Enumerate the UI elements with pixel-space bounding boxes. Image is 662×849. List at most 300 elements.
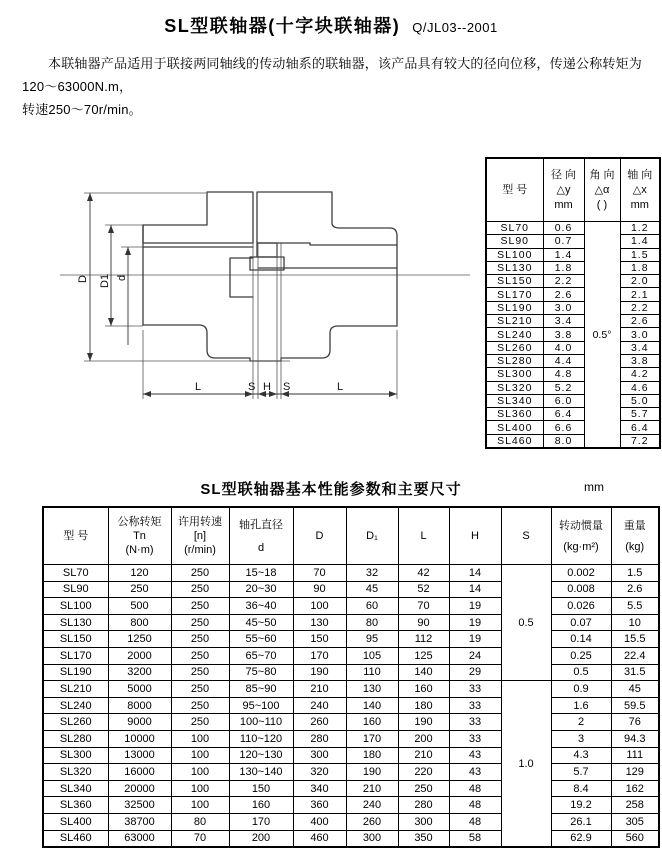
main-cell-L: 350 bbox=[398, 830, 449, 847]
main-cell-bore: 160 bbox=[229, 797, 293, 814]
main-cell-torque: 250 bbox=[108, 581, 171, 598]
main-cell-H: 33 bbox=[449, 730, 501, 747]
main-cell-speed: 80 bbox=[171, 813, 229, 830]
description-line-1: 本联轴器产品适用于联接两同轴线的传动轴系的联轴器，该产品具有较大的径向位移，传递公称转矩为120～63000N.m， bbox=[22, 56, 643, 94]
mis-header-radial: 径 向 △y mm bbox=[543, 158, 584, 222]
main-cell-inertia: 5.7 bbox=[551, 764, 611, 781]
main-cell-L: 140 bbox=[398, 664, 449, 681]
mis-header-angular: 角 向 △α ( ) bbox=[584, 158, 620, 222]
main-cell-torque: 2000 bbox=[108, 647, 171, 664]
main-cell-H: 48 bbox=[449, 797, 501, 814]
main-cell-speed: 100 bbox=[171, 730, 229, 747]
main-cell-H: 43 bbox=[449, 747, 501, 764]
mis-cell-radial: 6.0 bbox=[543, 394, 584, 407]
main-header-speed: 许用转速 [n] (r/min) bbox=[171, 507, 229, 565]
dim-label-L-left: L bbox=[195, 381, 202, 393]
main-cell-D1: 240 bbox=[346, 797, 398, 814]
misalignment-row bbox=[486, 434, 660, 448]
main-cell-H: 33 bbox=[449, 714, 501, 731]
main-cell-H: 29 bbox=[449, 664, 501, 681]
main-table bbox=[42, 506, 660, 848]
mis-cell-radial: 2.6 bbox=[543, 288, 584, 301]
technical-drawing bbox=[55, 150, 485, 412]
mis-cell-radial: 4.4 bbox=[543, 354, 584, 367]
main-cell-bore: 15~18 bbox=[229, 565, 293, 582]
mis-cell-radial: 3.4 bbox=[543, 315, 584, 328]
main-cell-torque: 32500 bbox=[108, 797, 171, 814]
main-cell-D1: 95 bbox=[346, 631, 398, 648]
mis-cell-model: SL240 bbox=[486, 328, 543, 341]
main-cell-weight: 305 bbox=[611, 813, 659, 830]
main-cell-D: 240 bbox=[293, 697, 346, 714]
main-cell-weight: 258 bbox=[611, 797, 659, 814]
dim-label-D1: D1 bbox=[99, 273, 111, 288]
mis-cell-model: SL130 bbox=[486, 261, 543, 274]
mis-cell-model: SL320 bbox=[486, 381, 543, 394]
main-cell-D1: 190 bbox=[346, 764, 398, 781]
main-cell-inertia: 8.4 bbox=[551, 780, 611, 797]
mis-cell-axial: 1.4 bbox=[620, 235, 660, 248]
main-cell-L: 250 bbox=[398, 780, 449, 797]
main-cell-D1: 60 bbox=[346, 598, 398, 615]
main-cell-torque: 13000 bbox=[108, 747, 171, 764]
main-cell-inertia: 4.3 bbox=[551, 747, 611, 764]
main-cell-model: SL130 bbox=[43, 614, 108, 631]
main-table-header bbox=[43, 507, 659, 565]
main-cell-speed: 100 bbox=[171, 797, 229, 814]
main-cell-speed: 250 bbox=[171, 614, 229, 631]
mis-cell-model: SL400 bbox=[486, 421, 543, 434]
main-cell-D: 90 bbox=[293, 581, 346, 598]
main-cell-model: SL280 bbox=[43, 730, 108, 747]
mis-cell-axial: 1.5 bbox=[620, 248, 660, 261]
main-cell-D: 260 bbox=[293, 714, 346, 731]
mis-cell-model: SL280 bbox=[486, 354, 543, 367]
main-cell-torque: 16000 bbox=[108, 764, 171, 781]
dim-label-S-left: S bbox=[248, 381, 256, 393]
misalignment-row bbox=[486, 368, 660, 381]
mis-cell-model: SL150 bbox=[486, 275, 543, 288]
main-cell-D: 340 bbox=[293, 780, 346, 797]
main-table-row bbox=[43, 780, 659, 797]
main-cell-inertia: 0.07 bbox=[551, 614, 611, 631]
mis-cell-axial: 1.8 bbox=[620, 261, 660, 274]
main-cell-torque: 20000 bbox=[108, 780, 171, 797]
main-cell-weight: 111 bbox=[611, 747, 659, 764]
main-header-D1: D₁ bbox=[346, 507, 398, 565]
main-cell-L: 210 bbox=[398, 747, 449, 764]
main-table-row bbox=[43, 747, 659, 764]
main-cell-speed: 250 bbox=[171, 664, 229, 681]
main-cell-D1: 210 bbox=[346, 780, 398, 797]
dim-label-d: d bbox=[116, 274, 128, 281]
mis-cell-axial: 2.2 bbox=[620, 301, 660, 314]
main-cell-D: 320 bbox=[293, 764, 346, 781]
misalignment-row bbox=[486, 328, 660, 341]
mis-cell-axial: 7.2 bbox=[620, 434, 660, 448]
main-cell-D: 130 bbox=[293, 614, 346, 631]
mis-cell-axial: 4.2 bbox=[620, 368, 660, 381]
main-cell-H: 14 bbox=[449, 565, 501, 582]
main-cell-L: 52 bbox=[398, 581, 449, 598]
main-cell-torque: 800 bbox=[108, 614, 171, 631]
main-cell-H: 33 bbox=[449, 697, 501, 714]
misalignment-row bbox=[486, 301, 660, 314]
main-cell-D1: 110 bbox=[346, 664, 398, 681]
main-cell-weight: 94.3 bbox=[611, 730, 659, 747]
main-cell-torque: 8000 bbox=[108, 697, 171, 714]
cross-block-section bbox=[257, 243, 277, 257]
misalignment-row bbox=[486, 261, 660, 274]
main-table-row bbox=[43, 647, 659, 664]
main-header-D: D bbox=[293, 507, 346, 565]
main-cell-model: SL260 bbox=[43, 714, 108, 731]
main-cell-D1: 160 bbox=[346, 714, 398, 731]
main-table-row bbox=[43, 664, 659, 681]
mis-cell-radial: 1.8 bbox=[543, 261, 584, 274]
mis-cell-radial: 1.4 bbox=[543, 248, 584, 261]
mis-cell-axial: 2.6 bbox=[620, 315, 660, 328]
main-cell-bore: 120~130 bbox=[229, 747, 293, 764]
main-cell-D1: 170 bbox=[346, 730, 398, 747]
main-cell-inertia: 1.6 bbox=[551, 697, 611, 714]
main-cell-speed: 250 bbox=[171, 647, 229, 664]
main-cell-model: SL300 bbox=[43, 747, 108, 764]
main-cell-torque: 120 bbox=[108, 565, 171, 582]
main-cell-bore: 110~120 bbox=[229, 730, 293, 747]
mis-cell-axial: 3.4 bbox=[620, 341, 660, 354]
main-table-row bbox=[43, 830, 659, 847]
mis-cell-axial: 1.2 bbox=[620, 222, 660, 235]
main-cell-torque: 63000 bbox=[108, 830, 171, 847]
main-cell-speed: 250 bbox=[171, 598, 229, 615]
main-cell-bore: 150 bbox=[229, 780, 293, 797]
main-cell-weight: 15.5 bbox=[611, 631, 659, 648]
mis-cell-axial: 5.0 bbox=[620, 394, 660, 407]
main-cell-D1: 130 bbox=[346, 681, 398, 698]
mis-cell-radial: 2.2 bbox=[543, 275, 584, 288]
standard-number: Q/JL03--2001 bbox=[412, 20, 498, 35]
page-title: SL型联轴器(十字块联轴器) bbox=[164, 16, 401, 36]
main-cell-bore: 36~40 bbox=[229, 598, 293, 615]
main-cell-S: 1.0 bbox=[501, 681, 551, 847]
main-cell-torque: 500 bbox=[108, 598, 171, 615]
main-cell-D: 150 bbox=[293, 631, 346, 648]
mis-cell-model: SL90 bbox=[486, 235, 543, 248]
main-cell-bore: 75~80 bbox=[229, 664, 293, 681]
main-cell-D: 460 bbox=[293, 830, 346, 847]
main-cell-weight: 1.5 bbox=[611, 565, 659, 582]
main-cell-D: 400 bbox=[293, 813, 346, 830]
misalignment-row bbox=[486, 275, 660, 288]
main-cell-D: 100 bbox=[293, 598, 346, 615]
main-cell-model: SL240 bbox=[43, 697, 108, 714]
main-cell-model: SL360 bbox=[43, 797, 108, 814]
main-cell-inertia: 0.5 bbox=[551, 664, 611, 681]
main-header-weight: 重量 (kg) bbox=[611, 507, 659, 565]
main-cell-D: 190 bbox=[293, 664, 346, 681]
main-table-row bbox=[43, 730, 659, 747]
main-header-L: L bbox=[398, 507, 449, 565]
main-table-row bbox=[43, 598, 659, 615]
main-cell-inertia: 0.25 bbox=[551, 647, 611, 664]
main-cell-L: 200 bbox=[398, 730, 449, 747]
main-header-H: H bbox=[449, 507, 501, 565]
main-cell-weight: 162 bbox=[611, 780, 659, 797]
main-cell-L: 220 bbox=[398, 764, 449, 781]
mis-cell-axial: 2.0 bbox=[620, 275, 660, 288]
misalignment-row bbox=[486, 315, 660, 328]
main-cell-speed: 250 bbox=[171, 565, 229, 582]
mis-cell-model: SL340 bbox=[486, 394, 543, 407]
main-cell-bore: 20~30 bbox=[229, 581, 293, 598]
main-cell-L: 112 bbox=[398, 631, 449, 648]
main-cell-D: 280 bbox=[293, 730, 346, 747]
main-cell-bore: 45~50 bbox=[229, 614, 293, 631]
main-cell-weight: 129 bbox=[611, 764, 659, 781]
main-table-row bbox=[43, 764, 659, 781]
main-cell-weight: 22.4 bbox=[611, 647, 659, 664]
dim-label-L-right: L bbox=[337, 381, 344, 393]
main-cell-D: 300 bbox=[293, 747, 346, 764]
mis-cell-axial: 4.6 bbox=[620, 381, 660, 394]
mis-header-axial: 轴 向 △x mm bbox=[620, 158, 660, 222]
main-cell-bore: 95~100 bbox=[229, 697, 293, 714]
mis-cell-model: SL70 bbox=[486, 222, 543, 235]
main-cell-speed: 100 bbox=[171, 764, 229, 781]
mis-cell-angular: 0.5° bbox=[584, 222, 620, 449]
main-cell-weight: 31.5 bbox=[611, 664, 659, 681]
dim-label-D: D bbox=[77, 275, 89, 283]
mis-cell-model: SL460 bbox=[486, 434, 543, 448]
main-cell-model: SL90 bbox=[43, 581, 108, 598]
main-header-inertia: 转动惯量 (kg·m²) bbox=[551, 507, 611, 565]
main-cell-weight: 76 bbox=[611, 714, 659, 731]
lower-outline bbox=[143, 325, 397, 361]
main-cell-model: SL100 bbox=[43, 598, 108, 615]
main-cell-L: 280 bbox=[398, 797, 449, 814]
main-cell-model: SL190 bbox=[43, 664, 108, 681]
misalignment-row bbox=[486, 288, 660, 301]
main-cell-model: SL170 bbox=[43, 647, 108, 664]
mis-cell-model: SL190 bbox=[486, 301, 543, 314]
misalignment-row bbox=[486, 421, 660, 434]
misalignment-table bbox=[485, 157, 661, 449]
main-cell-inertia: 2 bbox=[551, 714, 611, 731]
main-cell-L: 42 bbox=[398, 565, 449, 582]
main-table-row bbox=[43, 565, 659, 582]
mis-cell-radial: 8.0 bbox=[543, 434, 584, 448]
mis-cell-model: SL360 bbox=[486, 408, 543, 421]
main-cell-inertia: 0.026 bbox=[551, 598, 611, 615]
main-cell-weight: 45 bbox=[611, 681, 659, 698]
main-cell-D1: 140 bbox=[346, 697, 398, 714]
mis-cell-radial: 4.0 bbox=[543, 341, 584, 354]
main-cell-speed: 250 bbox=[171, 697, 229, 714]
mis-cell-radial: 0.7 bbox=[543, 235, 584, 248]
main-cell-bore: 55~60 bbox=[229, 631, 293, 648]
main-cell-weight: 2.6 bbox=[611, 581, 659, 598]
main-cell-D: 360 bbox=[293, 797, 346, 814]
main-cell-weight: 5.5 bbox=[611, 598, 659, 615]
main-cell-D1: 300 bbox=[346, 830, 398, 847]
main-cell-speed: 100 bbox=[171, 747, 229, 764]
main-cell-L: 180 bbox=[398, 697, 449, 714]
misalignment-row bbox=[486, 248, 660, 261]
main-table-row bbox=[43, 681, 659, 698]
main-cell-model: SL340 bbox=[43, 780, 108, 797]
misalignment-row bbox=[486, 235, 660, 248]
main-cell-inertia: 26.1 bbox=[551, 813, 611, 830]
mis-cell-radial: 5.2 bbox=[543, 381, 584, 394]
main-cell-H: 43 bbox=[449, 764, 501, 781]
mis-cell-axial: 6.4 bbox=[620, 421, 660, 434]
main-cell-bore: 170 bbox=[229, 813, 293, 830]
misalignment-row bbox=[486, 394, 660, 407]
mis-cell-axial: 5.7 bbox=[620, 408, 660, 421]
main-cell-torque: 5000 bbox=[108, 681, 171, 698]
main-cell-L: 160 bbox=[398, 681, 449, 698]
main-cell-model: SL150 bbox=[43, 631, 108, 648]
main-header-bore: 轴孔直径 d bbox=[229, 507, 293, 565]
main-cell-inertia: 0.008 bbox=[551, 581, 611, 598]
main-table-row bbox=[43, 614, 659, 631]
main-cell-L: 125 bbox=[398, 647, 449, 664]
mis-cell-model: SL300 bbox=[486, 368, 543, 381]
mis-cell-radial: 4.8 bbox=[543, 368, 584, 381]
main-header-S: S bbox=[501, 507, 551, 565]
left-hub-section bbox=[143, 192, 253, 243]
main-cell-H: 33 bbox=[449, 681, 501, 698]
main-header-torque: 公称转矩 Tn (N·m) bbox=[108, 507, 171, 565]
main-cell-H: 48 bbox=[449, 780, 501, 797]
main-header-model: 型 号 bbox=[43, 507, 108, 565]
main-cell-torque: 9000 bbox=[108, 714, 171, 731]
main-cell-speed: 250 bbox=[171, 581, 229, 598]
dim-label-S-right: S bbox=[283, 381, 291, 393]
mis-cell-model: SL100 bbox=[486, 248, 543, 261]
main-cell-S: 0.5 bbox=[501, 565, 551, 681]
description-line-2: 转速250～70r/min。 bbox=[22, 102, 142, 117]
main-cell-D1: 180 bbox=[346, 747, 398, 764]
mis-cell-axial: 3.0 bbox=[620, 328, 660, 341]
main-cell-L: 190 bbox=[398, 714, 449, 731]
mis-cell-model: SL210 bbox=[486, 315, 543, 328]
main-cell-model: SL70 bbox=[43, 565, 108, 582]
main-table-row bbox=[43, 813, 659, 830]
misalignment-table-body bbox=[486, 222, 660, 449]
main-cell-D: 170 bbox=[293, 647, 346, 664]
main-cell-D: 70 bbox=[293, 565, 346, 582]
main-cell-model: SL320 bbox=[43, 764, 108, 781]
main-cell-H: 19 bbox=[449, 631, 501, 648]
mis-header-model: 型 号 bbox=[486, 158, 543, 222]
main-cell-bore: 100~110 bbox=[229, 714, 293, 731]
unit-label: mm bbox=[584, 480, 604, 494]
misalignment-row bbox=[486, 408, 660, 421]
mis-cell-model: SL170 bbox=[486, 288, 543, 301]
main-cell-torque: 38700 bbox=[108, 813, 171, 830]
mis-cell-model: SL260 bbox=[486, 341, 543, 354]
main-cell-model: SL460 bbox=[43, 830, 108, 847]
main-cell-D: 210 bbox=[293, 681, 346, 698]
misalignment-row bbox=[486, 354, 660, 367]
misalignment-row bbox=[486, 222, 660, 235]
main-cell-speed: 250 bbox=[171, 631, 229, 648]
mis-cell-radial: 6.4 bbox=[543, 408, 584, 421]
main-cell-D1: 80 bbox=[346, 614, 398, 631]
main-cell-bore: 200 bbox=[229, 830, 293, 847]
main-cell-weight: 560 bbox=[611, 830, 659, 847]
misalignment-row bbox=[486, 341, 660, 354]
mis-cell-radial: 0.6 bbox=[543, 222, 584, 235]
mis-cell-radial: 3.0 bbox=[543, 301, 584, 314]
main-cell-speed: 250 bbox=[171, 714, 229, 731]
main-cell-speed: 100 bbox=[171, 780, 229, 797]
main-cell-bore: 85~90 bbox=[229, 681, 293, 698]
main-cell-D1: 260 bbox=[346, 813, 398, 830]
main-cell-H: 58 bbox=[449, 830, 501, 847]
main-cell-H: 24 bbox=[449, 647, 501, 664]
main-cell-L: 70 bbox=[398, 598, 449, 615]
main-cell-H: 19 bbox=[449, 598, 501, 615]
main-cell-inertia: 0.9 bbox=[551, 681, 611, 698]
main-cell-D1: 32 bbox=[346, 565, 398, 582]
main-cell-speed: 70 bbox=[171, 830, 229, 847]
title-row bbox=[0, 12, 662, 38]
main-cell-D1: 105 bbox=[346, 647, 398, 664]
main-table-row bbox=[43, 697, 659, 714]
main-table-row bbox=[43, 631, 659, 648]
mis-cell-radial: 3.8 bbox=[543, 328, 584, 341]
misalignment-row bbox=[486, 381, 660, 394]
main-table-title: SL型联轴器基本性能参数和主要尺寸 bbox=[200, 481, 462, 498]
main-cell-inertia: 0.002 bbox=[551, 565, 611, 582]
main-cell-torque: 3200 bbox=[108, 664, 171, 681]
main-cell-weight: 10 bbox=[611, 614, 659, 631]
main-cell-torque: 10000 bbox=[108, 730, 171, 747]
main-cell-model: SL210 bbox=[43, 681, 108, 698]
main-cell-bore: 130~140 bbox=[229, 764, 293, 781]
description bbox=[22, 52, 656, 121]
main-cell-D1: 45 bbox=[346, 581, 398, 598]
main-cell-weight: 59.5 bbox=[611, 697, 659, 714]
main-cell-L: 90 bbox=[398, 614, 449, 631]
main-cell-bore: 65~70 bbox=[229, 647, 293, 664]
mis-cell-axial: 3.8 bbox=[620, 354, 660, 367]
main-cell-H: 14 bbox=[449, 581, 501, 598]
main-cell-inertia: 62.9 bbox=[551, 830, 611, 847]
main-cell-L: 300 bbox=[398, 813, 449, 830]
main-cell-inertia: 19.2 bbox=[551, 797, 611, 814]
main-cell-H: 19 bbox=[449, 614, 501, 631]
main-cell-speed: 250 bbox=[171, 681, 229, 698]
main-table-row bbox=[43, 797, 659, 814]
mis-cell-axial: 2.1 bbox=[620, 288, 660, 301]
main-cell-torque: 1250 bbox=[108, 631, 171, 648]
misalignment-table-header bbox=[486, 158, 660, 222]
main-table-row bbox=[43, 714, 659, 731]
main-cell-H: 48 bbox=[449, 813, 501, 830]
main-cell-inertia: 0.14 bbox=[551, 631, 611, 648]
dim-label-H: H bbox=[263, 381, 271, 393]
main-cell-model: SL400 bbox=[43, 813, 108, 830]
main-cell-inertia: 3 bbox=[551, 730, 611, 747]
main-table-row bbox=[43, 581, 659, 598]
main-table-body bbox=[43, 565, 659, 848]
right-hub-section bbox=[257, 192, 397, 245]
mis-cell-radial: 6.6 bbox=[543, 421, 584, 434]
